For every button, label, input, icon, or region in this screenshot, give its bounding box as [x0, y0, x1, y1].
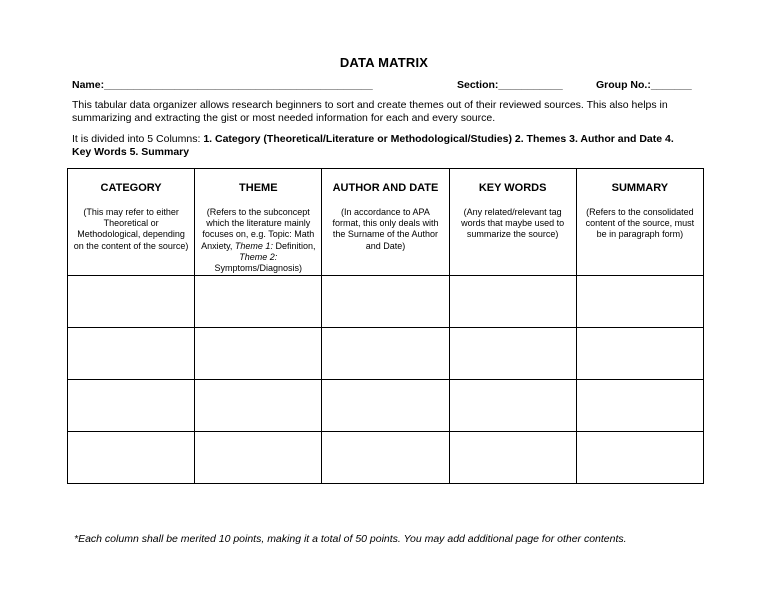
empty-cell[interactable]	[576, 276, 703, 328]
grading-note: *Each column shall be merited 10 points, making it a total of 50 points. You may add additional page for other contents.	[74, 533, 627, 545]
column-description: (Refers to the subconcept which the literature mainly focuses on, e.g. Topic: Math Anxiety, Theme 1: Definition, Theme 2: Symptoms/Diagnosis)	[201, 207, 316, 274]
empty-cell[interactable]	[576, 432, 703, 484]
info-fields	[72, 79, 692, 93]
column-header: KEY WORDS	[478, 182, 547, 194]
empty-cell[interactable]	[68, 328, 195, 380]
empty-cell[interactable]	[68, 380, 195, 432]
column-header: THEME	[239, 182, 278, 194]
empty-cell[interactable]	[449, 276, 576, 328]
empty-cell[interactable]	[68, 276, 195, 328]
empty-cell[interactable]	[322, 380, 449, 432]
column-summary	[576, 169, 703, 276]
group-field: Group No.:_______	[596, 79, 692, 91]
column-theme	[195, 169, 322, 276]
column-header: AUTHOR AND DATE	[332, 182, 439, 194]
empty-cell[interactable]	[195, 276, 322, 328]
empty-cell[interactable]	[68, 432, 195, 484]
columns-description	[72, 133, 692, 159]
empty-cell[interactable]	[449, 328, 576, 380]
section-field: Section:___________	[457, 79, 563, 91]
column-header: SUMMARY	[611, 182, 669, 194]
intro-paragraph: This tabular data organizer allows research beginners to sort and create themes out of their reviewed sources. This also helps in summarizing and extracting the gist or most needed information for each and every source.	[72, 99, 668, 124]
empty-cell[interactable]	[195, 380, 322, 432]
column-description: (Refers to the consolidated content of the source, must be in paragraph form)	[585, 207, 695, 240]
document-title: DATA MATRIX	[339, 55, 429, 70]
column-description: (In accordance to APA format, this only deals with the Surname of the Author and Date)	[332, 207, 439, 251]
table-row	[68, 328, 704, 380]
column-key-words	[449, 169, 576, 276]
matrix-body	[68, 276, 704, 484]
column-header: CATEGORY	[100, 182, 162, 194]
columns-prefix: It is divided into 5 Columns:	[72, 133, 204, 145]
empty-cell[interactable]	[449, 380, 576, 432]
empty-cell[interactable]	[322, 276, 449, 328]
table-row	[68, 432, 704, 484]
data-matrix-table	[67, 168, 704, 484]
header-row	[68, 169, 704, 276]
empty-cell[interactable]	[576, 328, 703, 380]
empty-cell[interactable]	[322, 328, 449, 380]
columns-list: 1. Category (Theoretical/Literature or Methodological/Studies) 2. Themes 3. Author and Date 4. Key Words 5. Summary	[72, 133, 674, 158]
name-field: Name:______________________________________________	[72, 79, 373, 91]
empty-cell[interactable]	[449, 432, 576, 484]
column-description: (This may refer to either Theoretical or Methodological, depending on the content of the source)	[73, 207, 189, 251]
table-row	[68, 380, 704, 432]
column-category	[68, 169, 195, 276]
empty-cell[interactable]	[576, 380, 703, 432]
empty-cell[interactable]	[322, 432, 449, 484]
empty-cell[interactable]	[195, 432, 322, 484]
column-description: (Any related/relevant tag words that maybe used to summarize the source)	[461, 207, 565, 240]
empty-cell[interactable]	[195, 328, 322, 380]
table-row	[68, 276, 704, 328]
column-author-and-date	[322, 169, 449, 276]
